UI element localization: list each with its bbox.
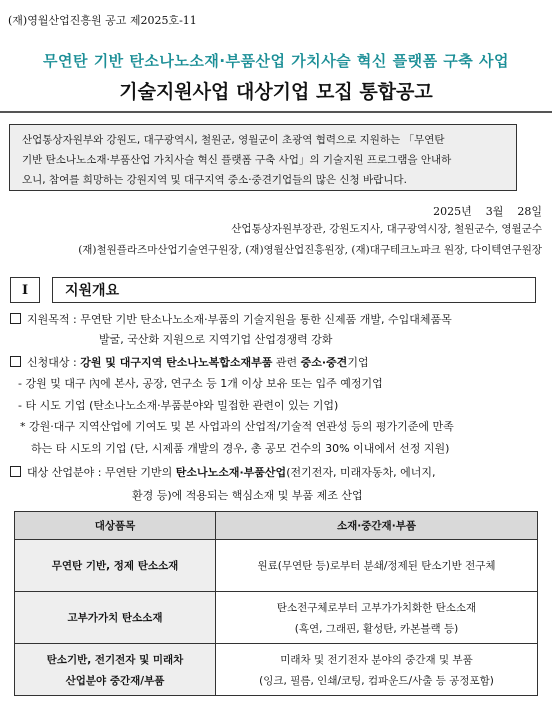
notice-number: (재)영월산업진흥원 공고 제2025호-11	[8, 14, 197, 27]
target-end: 기업	[347, 356, 369, 369]
industry-post: (전기전자, 미래자동차, 에너지,	[286, 466, 436, 479]
date-day: 28일	[517, 205, 542, 218]
purpose-text-1: 무연탄 기반 탄소나노소재·부품의 기술지원을 통한 신제품 개발, 수입대체품목	[80, 313, 452, 326]
title-line-2: 기술지원사업 대상기업 모집 통합공고	[119, 81, 433, 103]
table-cell-item	[15, 644, 216, 696]
table-desc-line-1: 미래차 및 전기전자 분야의 중간재 및 부품	[280, 653, 473, 666]
purpose-line-1	[10, 311, 452, 327]
purpose-label: 지원목적 :	[27, 313, 77, 326]
date-month: 3월	[485, 205, 504, 218]
table-desc-line-2: (잉크, 필름, 인쇄/코팅, 컴파운드/사출 등 공정포함)	[259, 674, 494, 687]
table-header-row	[15, 512, 538, 540]
industry-bold: 탄소나노소재·부품산업	[175, 466, 287, 479]
section-number: Ⅰ	[10, 277, 40, 303]
section-title: 지원개요	[52, 277, 536, 303]
checkbox-icon	[10, 466, 21, 477]
table-desc-line-1: 탄소전구체로부터 고부가가치화한 탄소소재	[276, 601, 477, 614]
table-cell-desc: 원료(무연탄 등)로부터 분쇄/정제된 탄소기반 전구체	[216, 540, 538, 592]
table-cell-desc	[216, 592, 538, 644]
table-header-desc: 소재·중간재·부품	[216, 512, 538, 540]
target-bold: 강원 및 대구지역 탄소나노복합소재부품	[80, 356, 273, 369]
target-note-1: * 강원·대구 지역산업에 기여도 및 본 사업과의 산업적/기술적 연관성 등의 평가기준에 만족	[20, 420, 454, 433]
industry-pre: 무연탄 기반의	[104, 466, 173, 479]
date-year: 2025년	[433, 205, 472, 218]
industry-label: 대상 산업분야 :	[27, 466, 102, 479]
table-item-line-1: 탄소기반, 전기전자 및 미래차	[46, 653, 184, 666]
checkbox-icon	[10, 356, 21, 367]
target-items-table	[14, 511, 538, 696]
purpose-line-2: 발굴, 국산화 지원으로 지역기업 산업경쟁력 강화	[99, 333, 333, 346]
target-label: 신청대상 :	[27, 356, 77, 369]
industry-line-2: 환경 등)에 적용되는 핵심소재 및 부품 제조 산업	[132, 489, 363, 502]
intro-line-1: 산업통상자원부와 강원도, 대구광역시, 철원군, 영월군이 초광역 협력으로 지원하는 「무연탄	[22, 134, 445, 146]
table-row	[15, 644, 538, 696]
target-sub-2: - 타 시도 기업 (탄소나노소재·부품분야와 밀접한 관련이 있는 기업)	[18, 399, 339, 412]
signers-line-2: (재)철원플라즈마산업기술연구원장, (재)영월산업진흥원장, (재)대구테크노파크 원장, 다이텍연구원장	[78, 244, 542, 256]
table-row	[15, 592, 538, 644]
intro-box	[9, 124, 517, 191]
intro-line-3: 오니, 참여를 희망하는 강원지역 및 대구지역 중소·중견기업들의 많은 신청 바랍니다.	[22, 174, 407, 186]
industry-line-1	[10, 464, 435, 480]
target-note-2: 하는 타 시도의 기업 (단, 시제품 개발의 경우, 총 공모 건수의 30% 이내에서 선정 지원)	[31, 442, 450, 455]
target-line	[10, 354, 369, 370]
announcement-date	[433, 203, 542, 219]
target-mid: 관련	[275, 356, 298, 369]
table-item-line-2: 산업분야 중간재/부품	[65, 674, 165, 687]
table-cell-desc	[216, 644, 538, 696]
table-cell-item: 무연탄 기반, 정제 탄소소재	[15, 540, 216, 592]
title-line-1: 무연탄 기반 탄소나노소재·부품산업 가치사슬 혁신 플랫폼 구축 사업	[43, 52, 509, 70]
signers-line-1: 산업통상자원부장관, 강원도지사, 대구광역시장, 철원군수, 영월군수	[231, 223, 542, 235]
checkbox-icon	[10, 313, 21, 324]
table-cell-item: 고부가가치 탄소소재	[15, 592, 216, 644]
table-header-item: 대상품목	[15, 512, 216, 540]
title-divider	[0, 111, 552, 113]
target-bold-2: 중소·중견	[300, 356, 348, 369]
table-row	[15, 540, 538, 592]
table-desc-line-2: (흑연, 그래핀, 활성탄, 카본블랙 등)	[294, 622, 459, 635]
intro-line-2: 기반 탄소나노소재·부품산업 가치사슬 혁신 플랫폼 구축 사업」의 기술지원 프로그램을 안내하	[22, 154, 452, 166]
target-sub-1: - 강원 및 대구 內에 본사, 공장, 연구소 등 1개 이상 보유 또는 입주 예정기업	[18, 377, 383, 390]
